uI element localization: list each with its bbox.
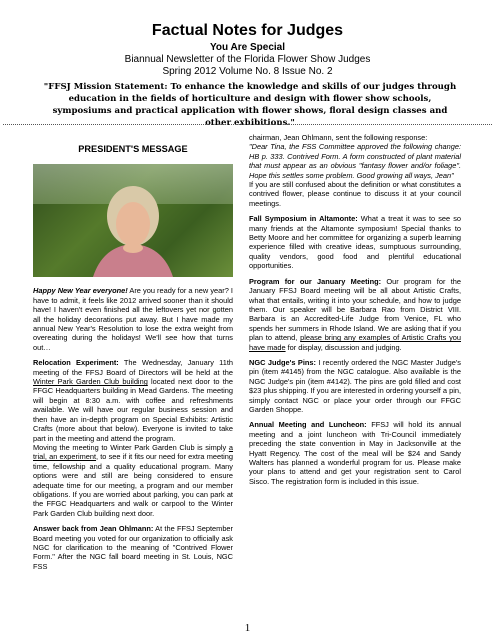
artistic-crafts-request: please bring any examples of Artistic Crafts you have made bbox=[249, 333, 461, 352]
president-photo bbox=[33, 164, 233, 277]
right-column bbox=[249, 133, 461, 486]
lead-answer-back: Answer back from Jean Ohlmann: bbox=[33, 524, 154, 534]
lead-happy-new-year: Happy New Year everyone! bbox=[33, 286, 128, 296]
paragraph-new-year: Happy New Year everyone! Are you ready for a new year? I have to admit, it feels like 2012 arrived sooner than it should have! I haven't even finished all the leftovers yet nor gotten all the holiday decorations put away. But I have made my annual New Year's Resolution to lose the extra weight from overeating during the holidays! We'll see how that turns out… bbox=[33, 286, 233, 352]
newsletter-description: Biannual Newsletter of the Florida Flower Show Judges bbox=[124, 54, 371, 65]
paragraph-response-intro: chairman, Jean Ohlmann, sent the following response: bbox=[249, 133, 428, 142]
lead-relocation: Relocation Experiment: bbox=[33, 358, 119, 368]
paragraph-answer-back: Answer back from Jean Ohlmann: At the FFSJ September Board meeting you voted for our organization to officially ask NGC for clarification to the meaning of "Contrived Flower Form." After the NGC fall board meeting in St. Louis, NGC FSS bbox=[33, 524, 234, 571]
paragraph-confused: If you are still confused about the definition or what constitutes a contrived flower, please continue to discuss it at your council meetings. bbox=[249, 180, 461, 208]
newsletter-subtitle: You Are Special bbox=[209, 42, 286, 53]
section-heading-presidents-message: PRESIDENT'S MESSAGE bbox=[78, 144, 188, 154]
page-number: 1 bbox=[244, 622, 251, 634]
newsletter-title: Factual Notes for Judges bbox=[151, 22, 344, 39]
lead-fall-symposium: Fall Symposium in Altamonte: bbox=[249, 214, 358, 224]
portrait-illustration bbox=[33, 164, 233, 277]
trial-experiment-text: a trial, an experiment bbox=[33, 442, 233, 462]
mission-statement: "FFSJ Mission Statement: To enhance the knowledge and skills of our judges through education in the fields of horticulture and design with flower show schools, symposiums and practical application with flower shows, floral design classes and other exhibitions." bbox=[43, 82, 457, 128]
paragraph-moving-meeting: Moving the meeting to Winter Park Garden Club is simply a trial, an experiment, to see if it fits our need for extra meeting time, fellowship and a quality educational program. Many options were and still are being considered to ensure adequate time for our meeting, a program and our member obligations. If you are worried about parking, you can park at the FFGC Headquarters and walk or carpool to the Winter Park Garden Club building next door. bbox=[33, 442, 233, 518]
lead-annual-meeting: Annual Meeting and Luncheon: bbox=[249, 420, 367, 430]
lead-january-program: Program for our January Meeting: bbox=[249, 276, 382, 286]
issue-info: Spring 2012 Volume No. 8 Issue No. 2 bbox=[162, 66, 333, 77]
paragraph-judges-pins: NGC Judge's Pins: I recently ordered the NGC Master Judge's pin (item #4145) from the NGC catalogue. Also available is the NGC Judge's pin (item #4142). The pins are gold filled and cost $23 plus shipping. If you are interested in ordering yourself a pin, simply contact NGC or place your order through our FFGC Garden Shoppe. bbox=[249, 357, 461, 414]
lead-judges-pins: NGC Judge's Pins: bbox=[249, 357, 316, 367]
paragraph-annual-meeting: Annual Meeting and Luncheon: FFSJ will hold its annual meeting and a joint luncheon with Tri-Council immediately preceding the state convention in May in Jacksonville at the Hyatt Regency. The cost of the meal will be $24 and Sandy Walters has planned a wonderful program for us. Please make your plans to attend and get your registration sent to Carol Sisco. The registration form is included in this issue. bbox=[249, 420, 461, 486]
winter-park-link: Winter Park Garden Club building bbox=[33, 377, 148, 387]
quote-contrived-form: "Dear Tina, the FSS Committee approved the following change: HB p. 333. Contrived Form. A form constructed of plant material that must appear as an obvious "fantasy flower and/or foliage". Hope this settles some problem. Good growing all ways, Jean" bbox=[249, 142, 461, 180]
paragraph-january-program: Program for our January Meeting: Our program for the January FFSJ Board meeting will be all about Artistic Crafts, what that entails, writing it into your schedule, and how to judge them. Our speaker will be Barbara Rao from District VIII. Barbara is an Accredited-Life Judge from Venice, FL who spends her summers in Rhode Island. We are asking that if you plan to attend, please bring any examples of Artistic Crafts you have made for display, discussion and judging. bbox=[249, 276, 462, 352]
left-column bbox=[33, 133, 233, 571]
paragraph-relocation: Relocation Experiment: The Wednesday, January 11th meeting of the FFSJ Board of Directors will be held at the Winter Park Garden Club building located next door to the FFGC Headquarters building in Mead Gardens. The meeting will begin at 8:30 a.m. with coffee and refreshments available. We will have our regular business session and then have an in-depth program on Special Exhibits: Artistic Crafts (more about that below). Everyone is invited to take part in the meeting and attend the program. bbox=[33, 358, 234, 443]
dotted-divider bbox=[3, 124, 492, 125]
paragraph-fall-symposium: Fall Symposium in Altamonte: What a treat it was to see so many friends at the Altamonte symposium! Special thanks to Betty Moore and her committee for organizing a superb learning experience filled with creative ideas, sumptuous surrounding, quality vendors, good food and plentiful educational opportunities. bbox=[249, 214, 461, 271]
